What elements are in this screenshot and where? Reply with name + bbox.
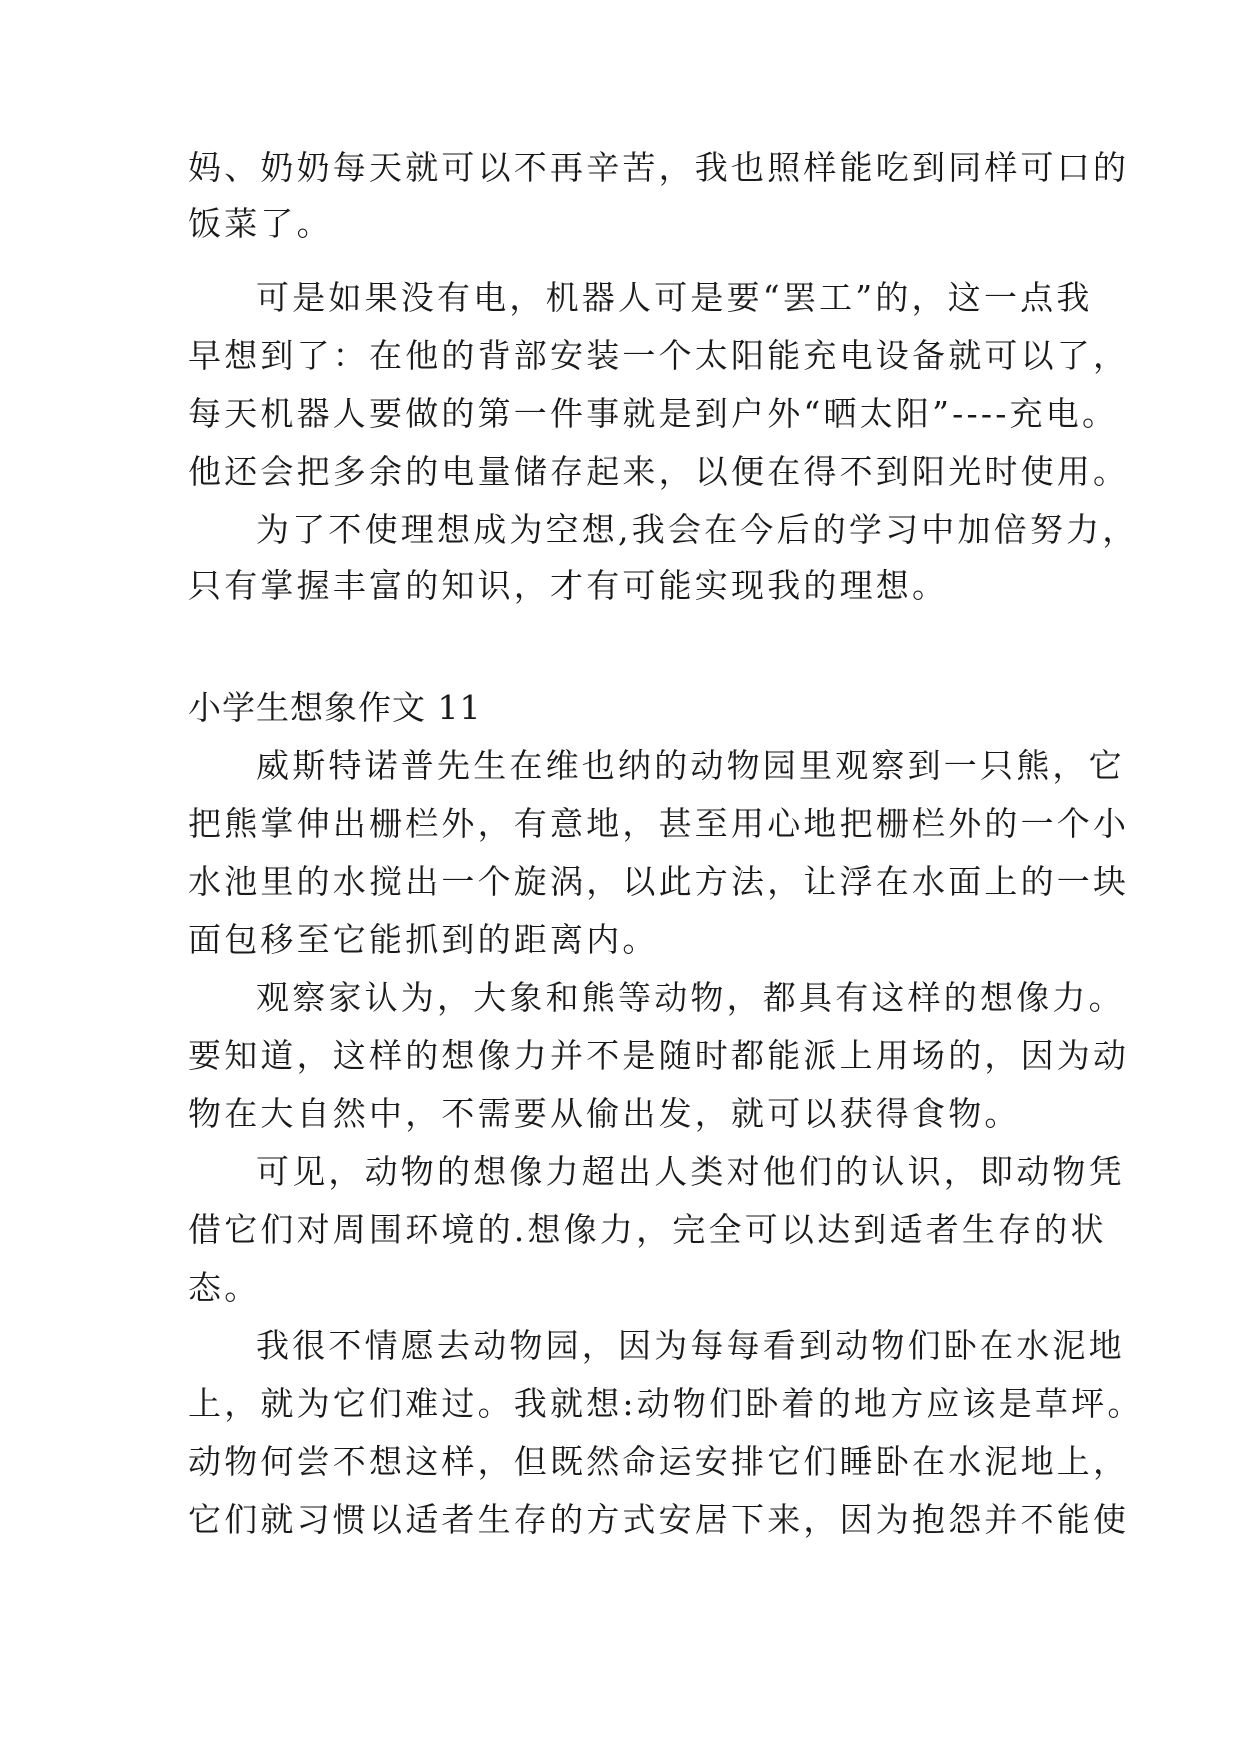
paragraph-start-line: 可见，动物的想像力超出人类对他们的认识，即动物凭 bbox=[256, 1152, 1125, 1191]
paragraph-start-line: 可是如果没有电，机器人可是要“罢工”的，这一点我 bbox=[256, 278, 1093, 317]
text-line: 它们就习惯以适者生存的方式安居下来，因为抱怨并不能使 bbox=[188, 1500, 1130, 1539]
text-line: 饭菜了。 bbox=[188, 204, 333, 243]
text-line: 妈、奶奶每天就可以不再辛苦，我也照样能吃到同样可口的 bbox=[188, 148, 1130, 187]
text-line: 物在大自然中，不需要从偷出发，就可以获得食物。 bbox=[188, 1094, 1021, 1133]
paragraph-start-line: 我很不情愿去动物园，因为每每看到动物们卧在水泥地 bbox=[256, 1326, 1125, 1365]
text-line: 态。 bbox=[188, 1268, 261, 1307]
text-line: 水池里的水搅出一个旋涡，以此方法，让浮在水面上的一块 bbox=[188, 862, 1130, 901]
text-line: 要知道，这样的想像力并不是随时都能派上用场的，因为动 bbox=[188, 1036, 1130, 1075]
text-line: 把熊掌伸出栅栏外，有意地，甚至用心地把栅栏外的一个小 bbox=[188, 804, 1130, 843]
paragraph-start-line: 为了不使理想成为空想,我会在今后的学习中加倍努力， bbox=[256, 510, 1139, 549]
text-line: 只有掌握丰富的知识，才有可能实现我的理想。 bbox=[188, 566, 949, 605]
text-line: 动物何尝不想这样，但既然命运安排它们睡卧在水泥地上， bbox=[188, 1442, 1130, 1481]
paragraph-start-line: 观察家认为，大象和熊等动物，都具有这样的想像力。 bbox=[256, 978, 1125, 1017]
text-line: 每天机器人要做的第一件事就是到户外“晒太阳”----充电。 bbox=[188, 394, 1119, 433]
text-line: 上，就为它们难过。我就想:动物们卧着的地方应该是草坪。 bbox=[188, 1384, 1144, 1423]
section-heading: 小学生想象作文 11 bbox=[188, 688, 482, 727]
text-line: 早想到了：在他的背部安装一个太阳能充电设备就可以了， bbox=[188, 336, 1130, 375]
text-line: 借它们对周围环境的.想像力，完全可以达到适者生存的状 bbox=[188, 1210, 1107, 1249]
text-line: 他还会把多余的电量储存起来，以便在得不到阳光时使用。 bbox=[188, 452, 1130, 491]
paragraph-start-line: 威斯特诺普先生在维也纳的动物园里观察到一只熊，它 bbox=[256, 746, 1125, 785]
text-line: 面包移至它能抓到的距离内。 bbox=[188, 920, 659, 959]
